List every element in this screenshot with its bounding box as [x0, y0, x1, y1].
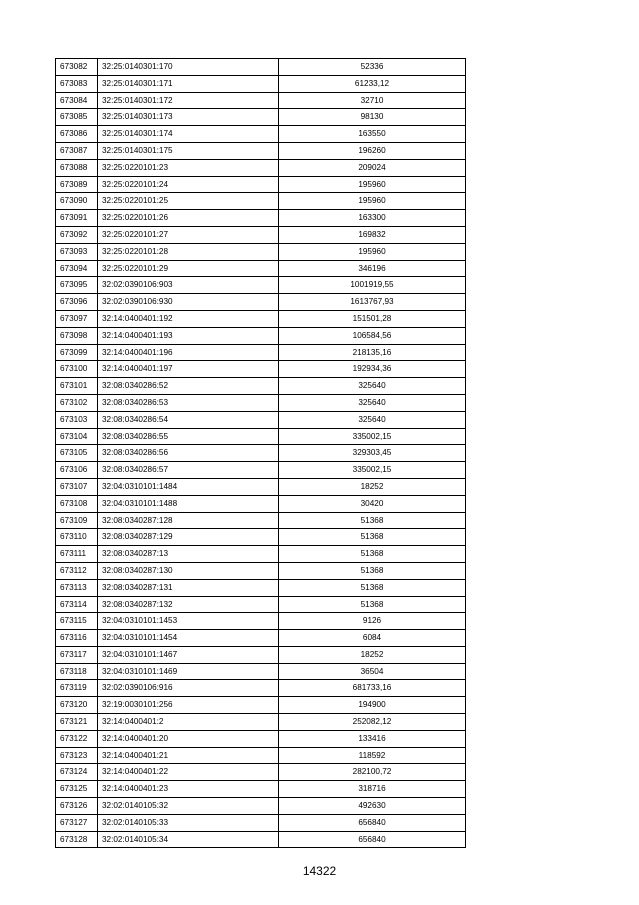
value-cell: 346196	[279, 260, 466, 277]
table-row	[56, 562, 466, 579]
value-cell: 282100,72	[279, 764, 466, 781]
table-row	[56, 714, 466, 731]
cadastral-number-cell: 32:08:0340287:132	[98, 596, 279, 613]
cadastral-number-cell: 32:14:0400401:192	[98, 310, 279, 327]
value-cell: 98130	[279, 109, 466, 126]
table-row	[56, 126, 466, 143]
registry-table	[55, 58, 466, 848]
table-row	[56, 529, 466, 546]
cadastral-number-cell: 32:25:0220101:23	[98, 159, 279, 176]
cadastral-number-cell: 32:08:0340287:13	[98, 546, 279, 563]
row-index-cell: 673117	[56, 646, 98, 663]
cadastral-number-cell: 32:25:0220101:26	[98, 210, 279, 227]
table-row	[56, 92, 466, 109]
cadastral-number-cell: 32:04:0310101:1488	[98, 495, 279, 512]
cadastral-number-cell: 32:25:0140301:173	[98, 109, 279, 126]
row-index-cell: 673104	[56, 428, 98, 445]
row-index-cell: 673122	[56, 730, 98, 747]
row-index-cell: 673100	[56, 361, 98, 378]
value-cell: 18252	[279, 646, 466, 663]
cadastral-number-cell: 32:08:0340286:53	[98, 394, 279, 411]
table-row	[56, 630, 466, 647]
value-cell: 656840	[279, 831, 466, 848]
row-index-cell: 673114	[56, 596, 98, 613]
row-index-cell: 673118	[56, 663, 98, 680]
value-cell: 30420	[279, 495, 466, 512]
cadastral-number-cell: 32:08:0340286:56	[98, 445, 279, 462]
table-row	[56, 697, 466, 714]
cadastral-number-cell: 32:14:0400401:22	[98, 764, 279, 781]
table-row	[56, 193, 466, 210]
table-row	[56, 445, 466, 462]
row-index-cell: 673126	[56, 798, 98, 815]
table-row	[56, 680, 466, 697]
cadastral-number-cell: 32:08:0340287:131	[98, 579, 279, 596]
value-cell: 106584,56	[279, 327, 466, 344]
table-row	[56, 59, 466, 76]
value-cell: 9126	[279, 613, 466, 630]
value-cell: 195960	[279, 243, 466, 260]
cadastral-number-cell: 32:08:0340287:130	[98, 562, 279, 579]
row-index-cell: 673090	[56, 193, 98, 210]
cadastral-number-cell: 32:14:0400401:23	[98, 781, 279, 798]
cadastral-number-cell: 32:04:0310101:1454	[98, 630, 279, 647]
cadastral-number-cell: 32:08:0340287:129	[98, 529, 279, 546]
table-row	[56, 730, 466, 747]
table-row	[56, 831, 466, 848]
cadastral-number-cell: 32:25:0140301:175	[98, 142, 279, 159]
cadastral-number-cell: 32:08:0340286:52	[98, 378, 279, 395]
table-row	[56, 260, 466, 277]
table-row	[56, 798, 466, 815]
cadastral-number-cell: 32:14:0400401:197	[98, 361, 279, 378]
value-cell: 252082,12	[279, 714, 466, 731]
value-cell: 118592	[279, 747, 466, 764]
row-index-cell: 673128	[56, 831, 98, 848]
row-index-cell: 673086	[56, 126, 98, 143]
row-index-cell: 673116	[56, 630, 98, 647]
row-index-cell: 673127	[56, 814, 98, 831]
cadastral-number-cell: 32:25:0220101:28	[98, 243, 279, 260]
row-index-cell: 673121	[56, 714, 98, 731]
cadastral-number-cell: 32:02:0390106:903	[98, 277, 279, 294]
table-row	[56, 378, 466, 395]
cadastral-number-cell: 32:19:0030101:256	[98, 697, 279, 714]
cadastral-number-cell: 32:25:0220101:25	[98, 193, 279, 210]
value-cell: 681733,16	[279, 680, 466, 697]
row-index-cell: 673087	[56, 142, 98, 159]
row-index-cell: 673109	[56, 512, 98, 529]
table-row	[56, 613, 466, 630]
row-index-cell: 673098	[56, 327, 98, 344]
table-row	[56, 781, 466, 798]
row-index-cell: 673093	[56, 243, 98, 260]
table-row	[56, 596, 466, 613]
cadastral-number-cell: 32:25:0140301:171	[98, 75, 279, 92]
value-cell: 325640	[279, 394, 466, 411]
row-index-cell: 673094	[56, 260, 98, 277]
row-index-cell: 673103	[56, 411, 98, 428]
row-index-cell: 673112	[56, 562, 98, 579]
value-cell: 51368	[279, 529, 466, 546]
value-cell: 36504	[279, 663, 466, 680]
row-index-cell: 673089	[56, 176, 98, 193]
value-cell: 51368	[279, 596, 466, 613]
cadastral-number-cell: 32:25:0140301:172	[98, 92, 279, 109]
cadastral-number-cell: 32:04:0310101:1453	[98, 613, 279, 630]
cadastral-number-cell: 32:25:0220101:29	[98, 260, 279, 277]
table-row	[56, 142, 466, 159]
value-cell: 6084	[279, 630, 466, 647]
table-row	[56, 764, 466, 781]
table-row	[56, 294, 466, 311]
value-cell: 192934,36	[279, 361, 466, 378]
cadastral-number-cell: 32:14:0400401:193	[98, 327, 279, 344]
value-cell: 329303,45	[279, 445, 466, 462]
value-cell: 195960	[279, 193, 466, 210]
table-row	[56, 747, 466, 764]
row-index-cell: 673092	[56, 226, 98, 243]
value-cell: 492630	[279, 798, 466, 815]
value-cell: 196260	[279, 142, 466, 159]
value-cell: 32710	[279, 92, 466, 109]
table-row	[56, 663, 466, 680]
table-row	[56, 814, 466, 831]
table-row	[56, 646, 466, 663]
cadastral-number-cell: 32:25:0220101:24	[98, 176, 279, 193]
row-index-cell: 673097	[56, 310, 98, 327]
row-index-cell: 673119	[56, 680, 98, 697]
table-row	[56, 176, 466, 193]
table-row	[56, 344, 466, 361]
table-row	[56, 495, 466, 512]
value-cell: 61233,12	[279, 75, 466, 92]
value-cell: 218135,16	[279, 344, 466, 361]
value-cell: 18252	[279, 478, 466, 495]
cadastral-number-cell: 32:08:0340287:128	[98, 512, 279, 529]
row-index-cell: 673105	[56, 445, 98, 462]
value-cell: 318716	[279, 781, 466, 798]
value-cell: 335002,15	[279, 462, 466, 479]
value-cell: 51368	[279, 512, 466, 529]
value-cell: 1613767,93	[279, 294, 466, 311]
row-index-cell: 673120	[56, 697, 98, 714]
cadastral-number-cell: 32:02:0140105:34	[98, 831, 279, 848]
cadastral-number-cell: 32:14:0400401:21	[98, 747, 279, 764]
table-row	[56, 394, 466, 411]
table-row	[56, 361, 466, 378]
value-cell: 133416	[279, 730, 466, 747]
value-cell: 195960	[279, 176, 466, 193]
value-cell: 169832	[279, 226, 466, 243]
cadastral-number-cell: 32:04:0310101:1484	[98, 478, 279, 495]
table-row	[56, 411, 466, 428]
row-index-cell: 673113	[56, 579, 98, 596]
row-index-cell: 673124	[56, 764, 98, 781]
cadastral-number-cell: 32:25:0140301:170	[98, 59, 279, 76]
value-cell: 163300	[279, 210, 466, 227]
row-index-cell: 673108	[56, 495, 98, 512]
registry-table-body	[56, 59, 466, 848]
cadastral-number-cell: 32:04:0310101:1469	[98, 663, 279, 680]
value-cell: 335002,15	[279, 428, 466, 445]
table-row	[56, 546, 466, 563]
row-index-cell: 673123	[56, 747, 98, 764]
row-index-cell: 673088	[56, 159, 98, 176]
row-index-cell: 673095	[56, 277, 98, 294]
row-index-cell: 673106	[56, 462, 98, 479]
table-row	[56, 579, 466, 596]
cadastral-number-cell: 32:08:0340286:55	[98, 428, 279, 445]
value-cell: 1001919,55	[279, 277, 466, 294]
table-row	[56, 462, 466, 479]
cadastral-number-cell: 32:14:0400401:2	[98, 714, 279, 731]
table-row	[56, 428, 466, 445]
page-number: 14322	[302, 864, 337, 878]
value-cell: 325640	[279, 378, 466, 395]
table-row	[56, 478, 466, 495]
cadastral-number-cell: 32:25:0220101:27	[98, 226, 279, 243]
row-index-cell: 673084	[56, 92, 98, 109]
table-row	[56, 210, 466, 227]
table-row	[56, 310, 466, 327]
value-cell: 52336	[279, 59, 466, 76]
value-cell: 656840	[279, 814, 466, 831]
value-cell: 51368	[279, 562, 466, 579]
row-index-cell: 673102	[56, 394, 98, 411]
cadastral-number-cell: 32:02:0390106:930	[98, 294, 279, 311]
row-index-cell: 673096	[56, 294, 98, 311]
table-row	[56, 109, 466, 126]
value-cell: 51368	[279, 579, 466, 596]
row-index-cell: 673083	[56, 75, 98, 92]
row-index-cell: 673085	[56, 109, 98, 126]
table-row	[56, 159, 466, 176]
value-cell: 209024	[279, 159, 466, 176]
cadastral-number-cell: 32:02:0140105:33	[98, 814, 279, 831]
value-cell: 194900	[279, 697, 466, 714]
table-row	[56, 512, 466, 529]
table-row	[56, 226, 466, 243]
cadastral-number-cell: 32:14:0400401:196	[98, 344, 279, 361]
cadastral-number-cell: 32:02:0390106:916	[98, 680, 279, 697]
cadastral-number-cell: 32:08:0340286:57	[98, 462, 279, 479]
row-index-cell: 673111	[56, 546, 98, 563]
value-cell: 325640	[279, 411, 466, 428]
value-cell: 151501,28	[279, 310, 466, 327]
cadastral-number-cell: 32:25:0140301:174	[98, 126, 279, 143]
row-index-cell: 673115	[56, 613, 98, 630]
row-index-cell: 673110	[56, 529, 98, 546]
row-index-cell: 673125	[56, 781, 98, 798]
row-index-cell: 673082	[56, 59, 98, 76]
cadastral-number-cell: 32:04:0310101:1467	[98, 646, 279, 663]
row-index-cell: 673091	[56, 210, 98, 227]
row-index-cell: 673101	[56, 378, 98, 395]
table-row	[56, 327, 466, 344]
cadastral-number-cell: 32:14:0400401:20	[98, 730, 279, 747]
value-cell: 51368	[279, 546, 466, 563]
cadastral-number-cell: 32:08:0340286:54	[98, 411, 279, 428]
table-row	[56, 75, 466, 92]
cadastral-number-cell: 32:02:0140105:32	[98, 798, 279, 815]
row-index-cell: 673107	[56, 478, 98, 495]
table-row	[56, 277, 466, 294]
table-row	[56, 243, 466, 260]
row-index-cell: 673099	[56, 344, 98, 361]
value-cell: 163550	[279, 126, 466, 143]
